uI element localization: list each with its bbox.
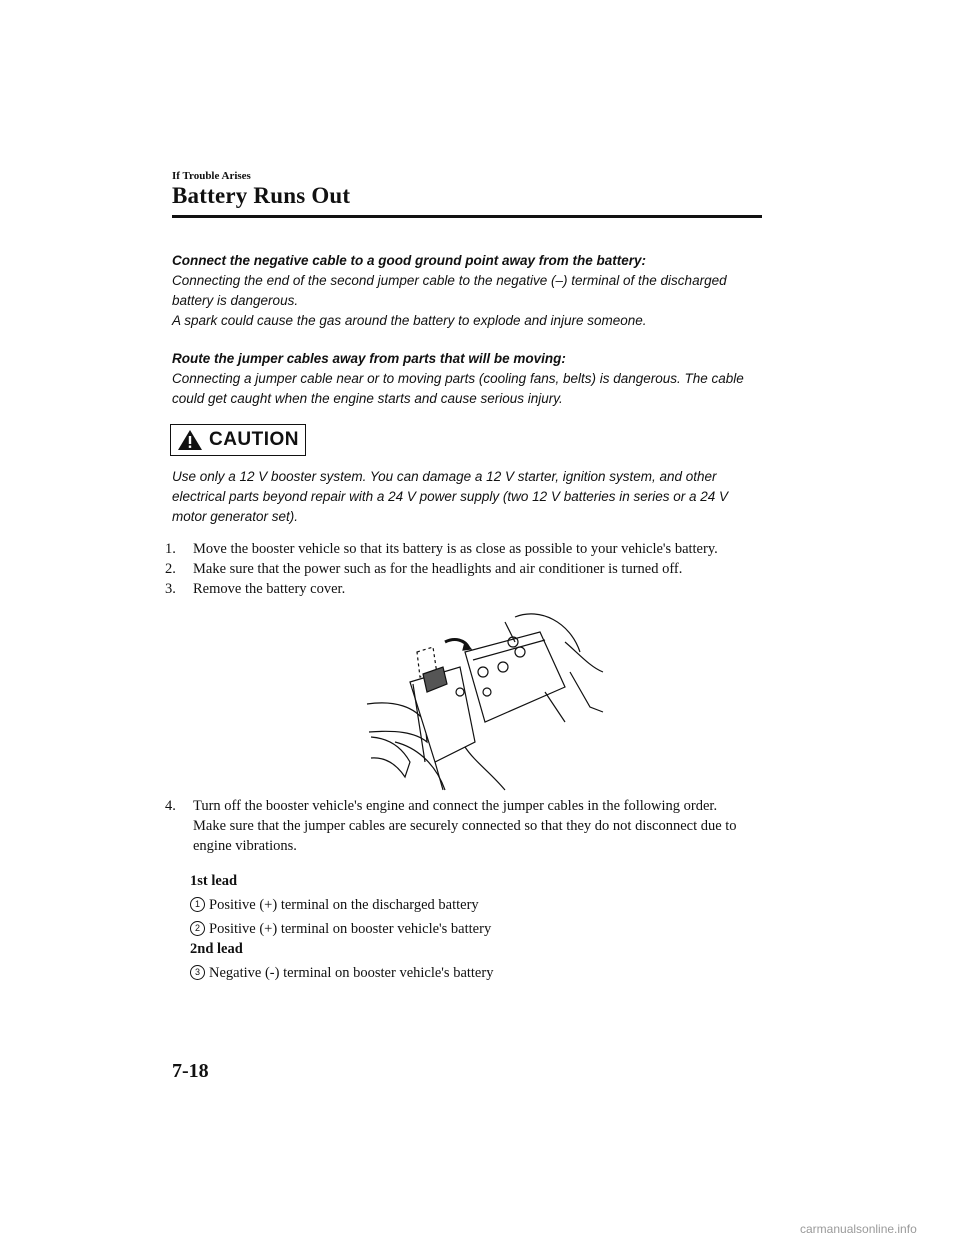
step-text: Turn off the booster vehicle's engine and connect the jumper cables in the following order. xyxy=(193,798,718,814)
lead-item-text: Positive (+) terminal on the discharged battery xyxy=(209,897,479,913)
circled-number-icon: 1 xyxy=(190,897,205,912)
warning-text: A spark could cause the gas around the battery to explode and injure someone. xyxy=(172,313,647,328)
page-title: Battery Runs Out xyxy=(172,183,351,208)
lead-item xyxy=(190,895,493,915)
warning-heading: Route the jumper cables away from parts that will be moving: xyxy=(172,351,566,366)
lead2-label: 2nd lead xyxy=(190,941,243,957)
warning-triangle-icon xyxy=(177,429,203,451)
warning-text: Connecting the end of the second jumper cable to the negative (–) terminal of the discharged battery is dangerous. xyxy=(172,273,727,308)
step-number: 4. xyxy=(165,798,176,814)
lead-item-text: Positive (+) terminal on booster vehicle's battery xyxy=(209,921,492,937)
step-note-text: Make sure that the jumper cables are securely connected so that they do not disconnect due to engine vibrations. xyxy=(193,818,737,854)
step-item xyxy=(165,796,765,816)
warning-block-1 xyxy=(172,251,762,331)
lead-item xyxy=(190,919,493,939)
section-label: If Trouble Arises xyxy=(172,170,251,182)
caution-body: Use only a 12 V booster system. You can damage a 12 V starter, ignition system, and other electrical parts beyond repair with a 24 V power supply (two 12 V batteries in series or a 24 V motor generator set). xyxy=(172,469,729,524)
step-item xyxy=(165,539,765,559)
step-note xyxy=(165,816,765,856)
step-text: Move the booster vehicle so that its battery is as close as possible to your vehicle's battery. xyxy=(193,541,718,557)
caution-text xyxy=(172,467,762,527)
step-text: Make sure that the power such as for the headlights and air conditioner is turned off. xyxy=(193,561,683,577)
caution-label-text: CAUTION xyxy=(208,429,300,450)
footer-watermark: carmanualsonline.info xyxy=(800,1222,917,1236)
step-text: Remove the battery cover. xyxy=(193,581,346,597)
lead-item xyxy=(190,963,493,983)
circled-number-icon: 3 xyxy=(190,965,205,980)
circled-number-icon: 2 xyxy=(190,921,205,936)
lead1-label: 1st lead xyxy=(190,873,238,889)
warning-text: Connecting a jumper cable near or to moving parts (cooling fans, belts) is dangerous. The cable could get caught when the engine starts and cause serious injury. xyxy=(172,371,744,406)
lead-item-text: Negative (-) terminal on booster vehicle's battery xyxy=(209,965,494,981)
caution-label xyxy=(170,424,306,456)
steps-list xyxy=(165,539,765,599)
step-number: 1. xyxy=(165,541,176,557)
step-4 xyxy=(165,796,765,856)
step-item xyxy=(165,579,765,599)
title-rule xyxy=(172,215,762,218)
step-item xyxy=(165,559,765,579)
step-number: 3. xyxy=(165,581,176,597)
warning-heading: Connect the negative cable to a good ground point away from the battery: xyxy=(172,253,647,268)
step-number: 2. xyxy=(165,561,176,577)
page-number: 7-18 xyxy=(172,1060,209,1082)
lead-list xyxy=(190,871,493,983)
battery-cover-illustration xyxy=(365,612,605,792)
warning-block-2 xyxy=(172,349,762,409)
